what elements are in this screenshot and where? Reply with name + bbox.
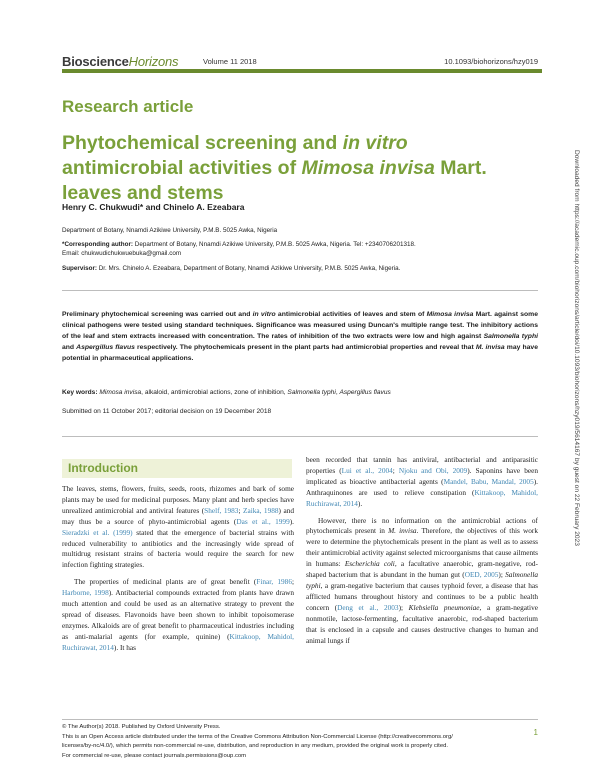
journal-logo	[62, 54, 178, 69]
paragraph: been recorded that tannin has antiviral, antibacterial and antiparasitic properties (Lui et al., 2004; Njoku and Obi, 2009). Saponins have been implicated as bioactive antibacterial agents (Mandel, Babu, Mandal, 2005). Anthraquinones are used to relieve constipation (Kittakoop, Mahidol, Ruchirawat, 2014).	[306, 455, 538, 508]
paragraph: The properties of medicinal plants are of great benefit (Finar, 1986; Harborne, 1998). Antibacterial compounds extracted from plants have drawn much attention and could be used as an alternative strategy to prevent the spread of diseases. Flavonoids have been shown to inhibit topoisomerase enzymes. Alkaloids are of great benefit to pharmaceutical industries including as anti-malarial agents (for example, quinine) (Kittakoop, Mahidol, Ruchirawat, 2014). It has	[62, 577, 294, 652]
divider	[62, 436, 538, 437]
copyright-line: © The Author(s) 2018. Published by Oxford University Press.	[62, 724, 221, 730]
citation-link[interactable]: OED, 2005	[464, 570, 499, 580]
species-name: M. invisa	[388, 526, 417, 536]
citation-link[interactable]: Das et al., 1999	[236, 516, 290, 526]
supervisor-label: Supervisor:	[62, 265, 97, 272]
keywords-label: Key words:	[62, 389, 98, 396]
column-left	[62, 484, 294, 654]
license-line: For commercial re-use, please contact journals.permissions@oup.com	[62, 752, 247, 759]
citation-link[interactable]: Kittakoop, Mahidol, Ruchirawat, 2014	[306, 487, 538, 508]
species-name: Salmonella typhi	[306, 570, 538, 590]
paragraph: However, there is no information on the antimicrobial actions of phytochemicals present in M. invisa. Therefore, the objectives of this work were to determine the phytochemicals present in the plant as well as to assess their antimicrobial activity against selected microorganisms that cause ailments in humans: Escherichia coli, a facultative anaerobic, gram-negative, rod-shaped bacterium that is abundant in the human gut (OED, 2005); Salmonella typhi, a gram-negative bacterium that causes typhoid fever, a disease that has afflicted humans throughout history and continues to be a public health concern (Deng et al., 2003); Klebsiella pneumoniae, a gram-negative nonmotile, lactose-fermenting, facultative anaerobic, rod-shaped bacterium that is enclosed in a capsule and causes destructive changes to human and animal lungs if	[306, 515, 538, 645]
citation-link[interactable]: Sieradzki et al. (1999)	[62, 527, 133, 537]
title-italic: in vitro	[342, 132, 408, 154]
citation-link[interactable]: Harborne, 1998	[62, 588, 109, 598]
citation-link[interactable]: Shelf, 1983	[204, 505, 239, 515]
citation-link[interactable]: Kittakoop, Mahidol, Ruchirawat, 2014	[62, 631, 294, 652]
header-rule	[62, 69, 542, 73]
section-type: Research article	[62, 97, 194, 116]
citation-link[interactable]: Lui et al., 2004	[341, 465, 393, 475]
volume-label: Volume 11 2018	[203, 57, 257, 66]
page-number: 1	[533, 728, 538, 737]
species-name: Klebsiella pneumoniae	[408, 602, 480, 612]
citation-link[interactable]: Deng et al., 2003	[337, 602, 399, 612]
authors: Henry C. Chukwudi* and Chinelo A. Ezeabara	[62, 202, 245, 212]
corr-label: *Corresponding author:	[62, 241, 134, 248]
column-right	[306, 455, 538, 646]
supervisor	[62, 265, 400, 272]
footer-rule	[62, 719, 538, 720]
title-italic: Mimosa invisa	[301, 157, 435, 179]
citation-link[interactable]: Zaika, 1988	[243, 505, 279, 515]
species-name: Escherichia coli	[344, 559, 395, 569]
corr-text: Department of Botany, Nnamdi Azikiwe University, P.M.B. 5025 Awka, Nigeria. Tel: +2340706201318.	[133, 241, 416, 248]
citation-link[interactable]: Finar, 1986	[256, 577, 292, 587]
article-title	[62, 131, 532, 206]
logo-main-text: Bioscience	[62, 54, 129, 69]
citation-link[interactable]: Mandel, Babu, Mandal, 2005	[443, 476, 534, 486]
keywords: Key words: Mimosa invisa, alkaloid, antimicrobial actions, zone of inhibition, Salmonella typhi, Aspergillus flavus	[62, 389, 391, 396]
license-line: licenses/by-nc/4.0/), which permits non-commercial re-use, distribution, and reproduction in any medium, provided the original work is properly cited.	[62, 743, 449, 750]
supervisor-text: Dr. Mrs. Chinelo A. Ezeabara, Department of Botany, Nnamdi Azikiwe University, P.M.B. 5025 Awka, Nigeria.	[97, 265, 401, 272]
license-line: This is an Open Access article distributed under the terms of the Creative Commons Attribution Non-Commercial License (http://creativecommons.org/	[62, 733, 453, 740]
corresponding-author	[62, 241, 416, 248]
section-heading: Introduction	[68, 461, 138, 475]
license-footer	[62, 723, 532, 761]
affiliation: Department of Botany, Nnamdi Azikiwe University, P.M.B. 5025 Awka, Nigeria	[62, 227, 278, 234]
submission-dates: Submitted on 11 October 2017; editorial decision on 19 December 2018	[62, 408, 272, 415]
doi-link[interactable]: 10.1093/biohorizons/hzy019	[444, 57, 538, 66]
download-notice: Downloaded from https://academic.oup.com/biohorizons/article/doi/10.1093/biohorizons/hzy019/5614167 by guest on 22 February 2023	[573, 150, 580, 546]
email[interactable]: Email: chukwudichukwuebuka@gmail.com	[62, 250, 182, 257]
divider	[62, 290, 538, 291]
citation-link[interactable]: Njoku and Obi, 2009	[398, 465, 468, 475]
paragraph: The leaves, stems, flowers, fruits, seeds, roots, rhizomes and bark of some plants may be used for medicinal purposes. Many plant and herb species have unrealized antimicrobial and antiviral features (Shelf, 1983; Zaika, 1988) and may thus be a source of phyto-antimicrobial agents (Das et al., 1999). Sieradzki et al. (1999) stated that the emergence of bacterial strains with reduced vulnerability to antibiotics and the increasingly wide spread of multidrug resistant strains of bacteria would require the search for new infection fighting strategies.	[62, 484, 295, 570]
logo-accent-text: Horizons	[128, 54, 179, 69]
title-part: Mart. leaves and stems	[62, 157, 487, 204]
title-part: antimicrobial activities of	[62, 157, 302, 179]
abstract: Preliminary phytochemical screening was carried out and in vitro antimicrobial activities of leaves and stem of Mimosa invisa Mart. against some clinical pathogens were tested using standard techniques. Significance was measured using Duncan's multiple range test. The inhibitory actions of the leaf and stem extracts increased with concentration. The rates of inhibition of the two extracts were low and high against Salmonella typhi and Aspergillus flavus respectively. The phytochemicals present in the plant parts had antimicrobial properties and reveal that M. invisa may have potential in pharmaceutical applications.	[62, 311, 538, 362]
title-part: Phytochemical screening and	[62, 132, 343, 154]
